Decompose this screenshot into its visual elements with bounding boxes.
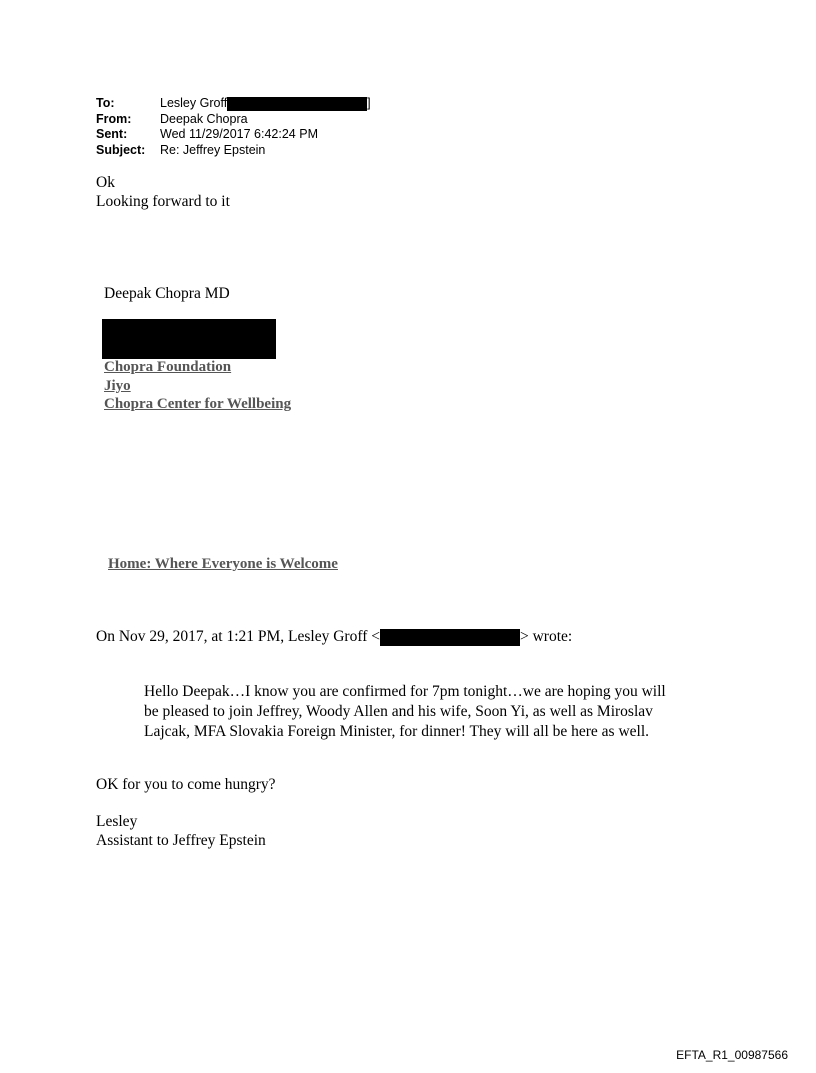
redaction-block (227, 97, 367, 111)
from-value: Deepak Chopra (160, 111, 248, 126)
to-name: Lesley Groff (160, 96, 228, 110)
subject-label: Subject: (96, 142, 146, 157)
closing-title: Assistant to Jeffrey Epstein (96, 831, 266, 849)
to-bracket: ] (367, 96, 371, 110)
link-chopra-foundation[interactable]: Chopra Foundation (104, 359, 232, 375)
to-value (160, 96, 371, 112)
from-row (96, 112, 371, 128)
reply-prefix: On Nov 29, 2017, at 1:21 PM, Lesley Groff < (96, 628, 380, 645)
subject-row (96, 143, 371, 159)
signature-redaction-block (102, 319, 276, 359)
email-header (96, 96, 371, 158)
body-line-ok: Ok (96, 174, 115, 191)
body-line-looking-forward: Looking forward to it (96, 192, 230, 210)
closing-signature (96, 813, 266, 850)
signature-tagline-wrap (108, 555, 338, 574)
reply-suffix: > wrote: (520, 628, 573, 645)
sent-label: Sent: (96, 127, 128, 141)
sent-row (96, 127, 371, 143)
closing-question: OK for you to come hungry? (96, 776, 276, 793)
reply-redaction-block (380, 629, 520, 646)
reply-header (96, 628, 572, 647)
link-home-tagline[interactable]: Home: Where Everyone is Welcome (108, 556, 338, 572)
quoted-paragraph: Hello Deepak…I know you are confirmed for 7pm tonight…we are hoping you will be pleased to join Jeffrey, Woody Allen and his wife, Soon Yi, as well as Miroslav Lajcak, MFA Slovakia Foreign Minister, for dinner! They will all be here as well. (144, 683, 666, 740)
closing-name: Lesley (96, 813, 138, 830)
link-jiyo[interactable]: Jiyo (104, 377, 131, 394)
sent-value: Wed 11/29/2017 6:42:24 PM (160, 127, 318, 141)
to-row (96, 96, 371, 112)
link-chopra-center[interactable]: Chopra Center for Wellbeing (104, 396, 292, 412)
from-label: From: (96, 111, 132, 126)
message-body (96, 174, 230, 211)
subject-value: Re: Jeffrey Epstein (160, 142, 266, 157)
signature-name: Deepak Chopra MD (104, 285, 230, 302)
document-id: EFTA_R1_00987566 (676, 1048, 788, 1062)
signature-links (104, 358, 291, 414)
to-label: To: (96, 96, 115, 110)
